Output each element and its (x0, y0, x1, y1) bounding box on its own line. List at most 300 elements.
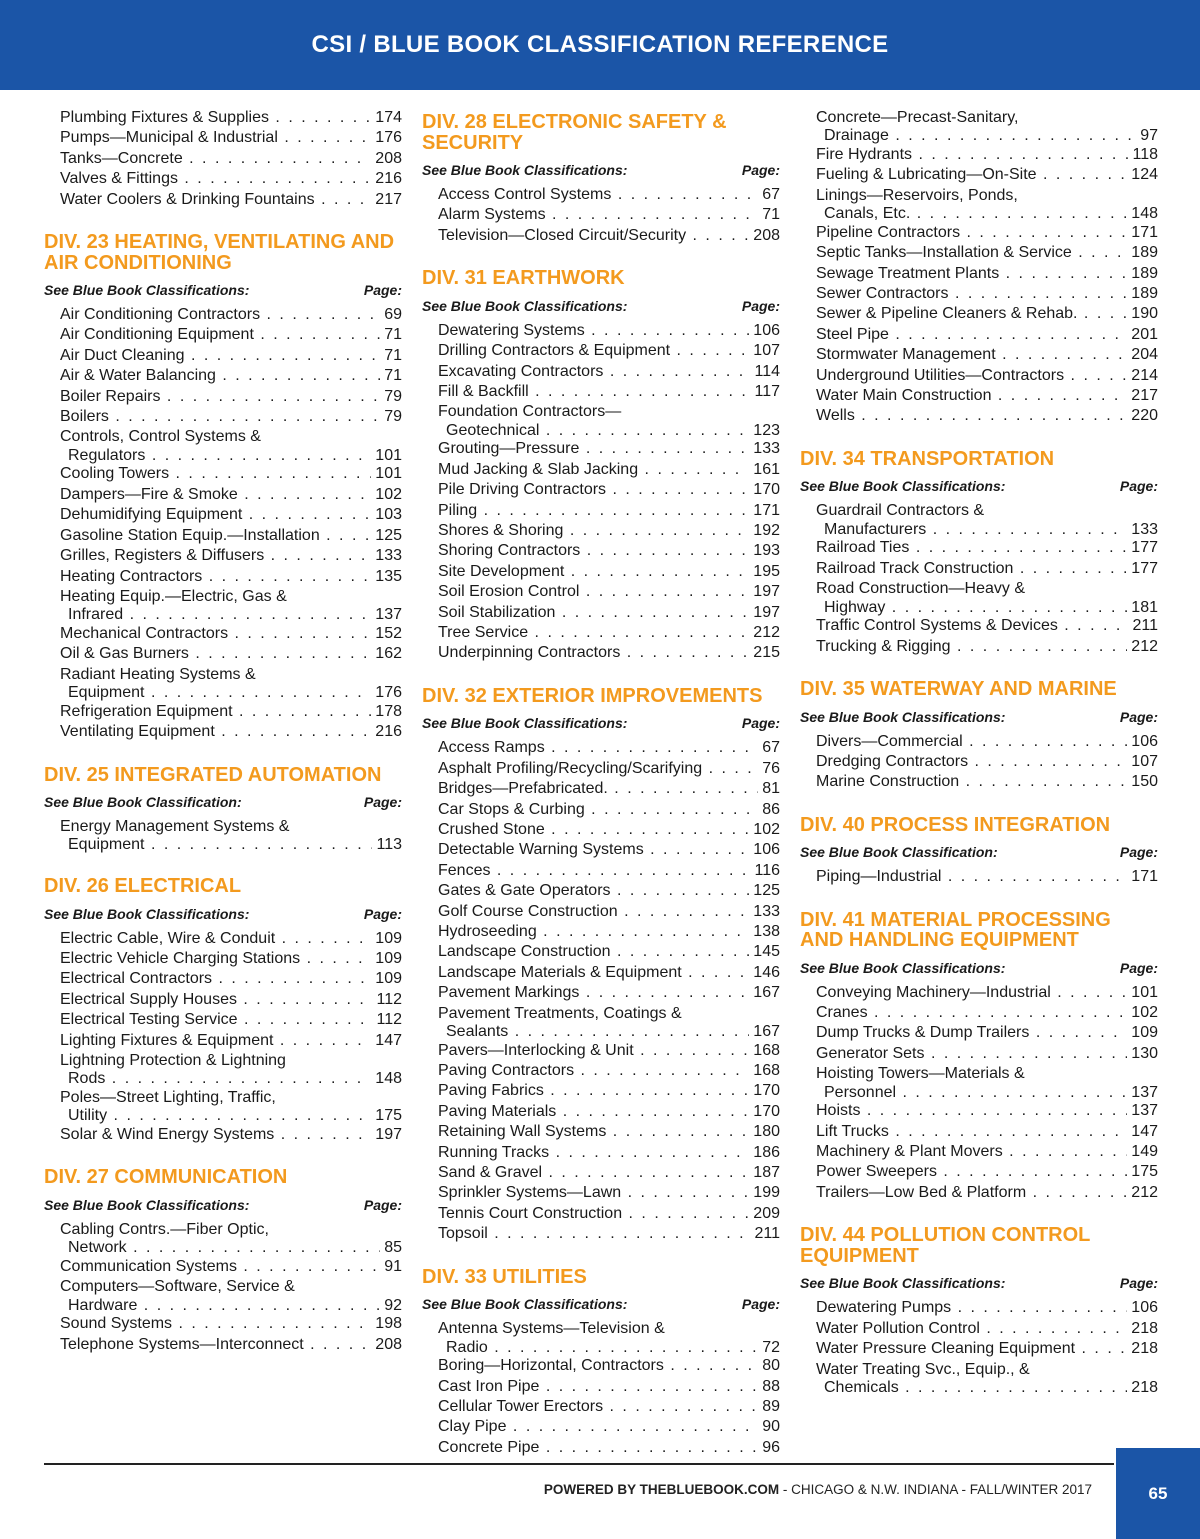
entry-label: Stormwater Management . . . (816, 345, 1127, 365)
entry-page: 176 (375, 129, 402, 147)
entry-label: Boring—Horizontal, Contractors . . . (438, 1356, 758, 1376)
division-section (44, 876, 402, 1145)
classification-entry[interactable] (44, 722, 402, 742)
entry-page: 149 (1131, 1143, 1158, 1161)
classification-entry[interactable] (44, 169, 402, 189)
classification-entry[interactable] (44, 526, 402, 546)
entry-page: 67 (762, 739, 780, 757)
classification-entry[interactable] (422, 1122, 780, 1142)
entry-label: Alarm Systems . . . (438, 205, 758, 225)
classification-entry[interactable] (422, 603, 780, 623)
entry-label: Drilling Contractors & Equipment . . . (438, 341, 749, 361)
classification-entry[interactable] (422, 759, 780, 779)
classification-entry[interactable] (800, 186, 1158, 223)
classification-entry[interactable] (800, 1319, 1158, 1339)
entry-label: Oil & Gas Burners . . . (60, 644, 371, 664)
entry-label: Asphalt Profiling/Recycling/Scarifying . . . (438, 759, 758, 779)
subhead-label: See Blue Book Classifications: (800, 959, 1006, 976)
entry-label: Solar & Wind Energy Systems . . . (60, 1125, 371, 1145)
division-title: DIV. 44 POLLUTION CONTROL EQUIPMENT (800, 1224, 1091, 1267)
entry-page: 220 (1131, 407, 1158, 425)
classification-entry[interactable] (422, 861, 780, 881)
entry-page: 102 (753, 820, 780, 838)
classification-entry[interactable] (800, 538, 1158, 558)
classification-entry[interactable] (422, 1041, 780, 1061)
entry-label-line1: Computers—Software, Service & (60, 1278, 295, 1296)
entry-page: 218 (1131, 1340, 1158, 1358)
entry-page: 123 (753, 421, 780, 439)
classification-entry[interactable] (422, 562, 780, 582)
division-section (44, 1167, 402, 1355)
classification-subhead (422, 161, 780, 179)
page-header (0, 0, 1200, 90)
classification-entry[interactable] (44, 702, 402, 722)
classification-entry[interactable] (422, 1183, 780, 1203)
entry-line2 (60, 1240, 402, 1257)
classification-entry[interactable] (422, 1204, 780, 1224)
classification-entry[interactable] (800, 983, 1158, 1003)
entry-label: Water Main Construction . . . (816, 386, 1127, 406)
classification-entry[interactable] (800, 1142, 1158, 1162)
classification-entry[interactable] (422, 840, 780, 860)
classification-subhead (422, 1295, 780, 1313)
entry-label: Pipeline Contractors . . . (816, 223, 1127, 243)
division-title: DIV. 23 HEATING, VENTILATING AND AIR CONDITIONING (44, 231, 395, 274)
entry-page: 109 (375, 929, 402, 947)
classification-entry[interactable] (422, 501, 780, 521)
division-section (422, 112, 780, 246)
classification-entry[interactable] (422, 1356, 780, 1376)
entry-page: 106 (1131, 1299, 1158, 1317)
classification-entry[interactable] (44, 817, 402, 854)
entry-line2 (816, 1380, 1158, 1397)
classification-entry[interactable] (422, 643, 780, 663)
classification-entry[interactable] (800, 284, 1158, 304)
entry-page: 106 (1131, 732, 1158, 750)
classification-entry[interactable] (422, 902, 780, 922)
entry-page: 189 (1131, 285, 1158, 303)
entry-line2 (816, 1085, 1158, 1102)
subhead-label: See Blue Book Classifications: (800, 478, 1006, 495)
classification-entry[interactable] (44, 1088, 402, 1125)
classification-entry[interactable] (44, 128, 402, 148)
classification-entry[interactable] (800, 579, 1158, 616)
subhead-page-label: Page: (741, 715, 780, 732)
entry-line2 (60, 685, 402, 702)
classification-entry[interactable] (800, 752, 1158, 772)
entry-label-line1: Pavement Treatments, Coatings & (438, 1004, 682, 1022)
classification-entry[interactable] (800, 772, 1158, 792)
entry-page: 215 (753, 644, 780, 662)
classification-entry[interactable] (800, 366, 1158, 386)
entry-label: Boilers . . . (60, 407, 380, 427)
classification-entry[interactable] (44, 149, 402, 169)
footer-rule (44, 1463, 1114, 1465)
division-section (800, 108, 1158, 427)
entry-page: 107 (1131, 752, 1158, 770)
classification-entry[interactable] (800, 637, 1158, 657)
entry-label-line1: Road Construction—Heavy & (816, 580, 1025, 598)
classification-entry[interactable] (422, 1224, 780, 1244)
entry-page: 109 (375, 949, 402, 967)
subhead-label: See Blue Book Classifications: (800, 708, 1006, 725)
classification-entry[interactable] (422, 382, 780, 402)
classification-entry[interactable] (422, 480, 780, 500)
classification-entry[interactable] (44, 325, 402, 345)
entry-label: Power Sweepers . . . (816, 1162, 1127, 1182)
entry-page: 79 (384, 408, 402, 426)
classification-entry[interactable] (44, 1257, 402, 1277)
footer-edition: - CHICAGO & N.W. INDIANA - FALL/WINTER 2017 (779, 1482, 1092, 1497)
entry-page: 168 (753, 1062, 780, 1079)
classification-entry[interactable] (800, 264, 1158, 284)
classification-subhead (422, 297, 780, 315)
classification-entry[interactable] (422, 1438, 780, 1458)
entry-label: Electric Vehicle Charging Stations . . . (60, 949, 371, 969)
subhead-page-label: Page: (363, 794, 402, 811)
entry-page: 211 (754, 1225, 780, 1243)
page-number: 65 (1148, 1483, 1168, 1503)
entry-label: Traffic Control Systems & Devices . . . (816, 616, 1128, 636)
classification-entry[interactable] (422, 521, 780, 541)
entry-page: 130 (1131, 1044, 1158, 1062)
entry-page: 174 (375, 109, 402, 126)
entry-label: Pavement Markings . . . (438, 983, 749, 1003)
entry-label-line2: Radio . . . (446, 1340, 758, 1357)
entry-label-line1: Lightning Protection & Lightning (60, 1051, 286, 1069)
classification-entry[interactable] (422, 402, 780, 439)
classification-entry[interactable] (422, 1102, 780, 1122)
entry-label: Dredging Contractors . . . (816, 752, 1127, 772)
classification-entry[interactable] (44, 1125, 402, 1145)
entry-page: 171 (1131, 868, 1158, 886)
entry-label: Soil Stabilization . . . (438, 603, 749, 623)
classification-entry[interactable] (800, 243, 1158, 263)
classification-entry[interactable] (44, 1220, 402, 1257)
entry-line2 (438, 1340, 780, 1357)
classification-entry[interactable] (422, 738, 780, 758)
entry-page: 167 (753, 984, 780, 1002)
classification-entry[interactable] (422, 881, 780, 901)
entry-label: Railroad Track Construction . . . (816, 559, 1127, 579)
entry-page: 90 (762, 1418, 780, 1436)
division-section (800, 1225, 1158, 1396)
classification-entry[interactable] (800, 386, 1158, 406)
classification-entry[interactable] (44, 1010, 402, 1030)
subhead-page-label: Page: (363, 282, 402, 299)
classification-entry[interactable] (44, 366, 402, 386)
classification-subhead (800, 708, 1158, 726)
subhead-label: See Blue Book Classifications: (422, 715, 628, 732)
page-number-box (1116, 1448, 1200, 1539)
entry-line2 (438, 1024, 780, 1041)
entry-label: Fueling & Lubricating—On-Site . . . (816, 165, 1127, 185)
classification-entry[interactable] (800, 559, 1158, 579)
entry-label: Mechanical Contractors . . . (60, 624, 371, 644)
entry-label: Sewer Contractors . . . (816, 284, 1127, 304)
classification-entry[interactable] (800, 1162, 1158, 1182)
entry-page: 88 (762, 1377, 780, 1395)
classification-entry[interactable] (44, 190, 402, 210)
entry-label: Pile Driving Contractors . . . (438, 480, 749, 500)
entry-label: Access Ramps . . . (438, 738, 758, 758)
entry-label-line1: Antenna Systems—Television & (438, 1320, 665, 1338)
classification-entry[interactable] (422, 1319, 780, 1356)
entry-page: 102 (1131, 1004, 1158, 1022)
division-section (44, 765, 402, 855)
classification-entry[interactable] (800, 1023, 1158, 1043)
entry-label: Golf Course Construction . . . (438, 902, 749, 922)
classification-entry[interactable] (422, 460, 780, 480)
classification-entry[interactable] (422, 942, 780, 962)
entry-label: Plumbing Fixtures & Supplies . . . (60, 108, 371, 128)
entry-line2 (816, 206, 1158, 223)
entry-page: 135 (375, 567, 402, 585)
classification-subhead (422, 714, 780, 732)
entry-page: 112 (376, 1011, 402, 1029)
classification-entry[interactable] (44, 464, 402, 484)
entry-label: Machinery & Plant Movers . . . (816, 1142, 1127, 1162)
classification-entry[interactable] (44, 929, 402, 949)
entry-label: Fences . . . (438, 861, 750, 881)
entry-label: Concrete Pipe . . . (438, 1438, 758, 1458)
entry-label-line2: Network . . . (68, 1240, 380, 1257)
entry-page: 148 (1131, 205, 1158, 223)
classification-entry[interactable] (800, 1122, 1158, 1142)
entry-page: 216 (375, 170, 402, 188)
classification-entry[interactable] (422, 623, 780, 643)
classification-entry[interactable] (422, 983, 780, 1003)
entry-label-line1: Energy Management Systems & (60, 818, 290, 836)
entry-label: Dewatering Pumps . . . (816, 1298, 1127, 1318)
entry-page: 150 (1131, 773, 1158, 791)
entry-page: 112 (376, 990, 402, 1008)
classification-entry[interactable] (422, 541, 780, 561)
classification-entry[interactable] (44, 407, 402, 427)
classification-entry[interactable] (44, 665, 402, 702)
footer-text (440, 1482, 1092, 1497)
classification-entry[interactable] (422, 362, 780, 382)
entry-label: Underground Utilities—Contractors . . . (816, 366, 1127, 386)
entry-line2 (816, 600, 1158, 617)
subhead-page-label: Page: (1119, 1275, 1158, 1292)
entry-label: Electrical Supply Houses . . . (60, 990, 372, 1010)
classification-entry[interactable] (44, 305, 402, 325)
entry-label-line1: Heating Equip.—Electric, Gas & (60, 587, 287, 605)
entry-label: Valves & Fittings . . . (60, 169, 371, 189)
classification-entry[interactable] (800, 1003, 1158, 1023)
entry-page: 218 (1131, 1319, 1158, 1337)
classification-entry[interactable] (422, 963, 780, 983)
entry-label-line2: Geotechnical . . . (446, 423, 749, 440)
entry-label: Tennis Court Construction . . . (438, 1204, 749, 1224)
classification-entry[interactable] (422, 185, 780, 205)
entry-label: Air & Water Balancing . . . (60, 366, 380, 386)
entry-page: 145 (753, 943, 780, 961)
entry-page: 91 (384, 1257, 402, 1275)
division-section (44, 232, 402, 743)
classification-entry[interactable] (422, 1061, 780, 1081)
entry-label: Water Coolers & Drinking Fountains . . . (60, 190, 371, 210)
entry-label: Excavating Contractors . . . (438, 362, 750, 382)
entry-page: 171 (753, 501, 780, 519)
classification-entry[interactable] (800, 1183, 1158, 1203)
entry-page: 101 (375, 446, 402, 464)
classification-entry[interactable] (44, 567, 402, 587)
entry-page: 114 (754, 362, 780, 380)
division-title: DIV. 31 EARTHWORK (422, 267, 625, 290)
classification-entry[interactable] (44, 1031, 402, 1051)
entry-page: 212 (1131, 637, 1158, 655)
classification-entry[interactable] (422, 1004, 780, 1041)
classification-entry[interactable] (800, 165, 1158, 185)
entry-page: 69 (384, 306, 402, 324)
classification-entry[interactable] (422, 226, 780, 246)
classification-entry[interactable] (800, 1339, 1158, 1359)
subhead-label: See Blue Book Classifications: (44, 1196, 250, 1213)
entry-page: 138 (753, 922, 780, 940)
classification-entry[interactable] (44, 346, 402, 366)
classification-entry[interactable] (422, 439, 780, 459)
classification-entry[interactable] (422, 1143, 780, 1163)
classification-entry[interactable] (800, 345, 1158, 365)
entry-page: 118 (1132, 146, 1158, 163)
classification-entry[interactable] (422, 1081, 780, 1101)
classification-entry[interactable] (800, 867, 1158, 887)
entry-page: 193 (753, 542, 780, 560)
entry-label: Tree Service . . . (438, 623, 749, 643)
classification-entry[interactable] (44, 1314, 402, 1334)
division-title: DIV. 28 ELECTRONIC SAFETY & SECURITY (422, 111, 727, 154)
classification-entry[interactable] (44, 990, 402, 1010)
entry-label: Dewatering Systems . . . (438, 321, 749, 341)
entry-page: 186 (753, 1143, 780, 1161)
entry-label: Railroad Ties . . . (816, 538, 1127, 558)
entry-page: 211 (1132, 617, 1158, 635)
classification-entry[interactable] (800, 406, 1158, 426)
classification-entry[interactable] (44, 644, 402, 664)
classification-entry[interactable] (44, 108, 402, 128)
classification-entry[interactable] (800, 108, 1158, 145)
classification-entry[interactable] (800, 501, 1158, 538)
entry-label: Clay Pipe . . . (438, 1417, 758, 1437)
entry-label: Landscape Construction . . . (438, 942, 749, 962)
classification-entry[interactable] (44, 624, 402, 644)
entry-label: Grouting—Pressure . . . (438, 439, 749, 459)
classification-entry[interactable] (422, 1163, 780, 1183)
entry-page: 86 (762, 800, 780, 818)
entry-page: 175 (375, 1107, 402, 1125)
classification-subhead (44, 281, 402, 299)
entry-label-line2: Hardware . . . (68, 1298, 380, 1315)
classification-entry[interactable] (422, 582, 780, 602)
entry-page: 208 (753, 226, 780, 244)
classification-entry[interactable] (800, 616, 1158, 636)
division-title: DIV. 35 WATERWAY AND MARINE (800, 678, 1117, 700)
entry-page: 212 (1131, 1183, 1158, 1201)
entry-label: Electrical Contractors . . . (60, 969, 371, 989)
classification-entry[interactable] (422, 341, 780, 361)
classification-entry[interactable] (44, 949, 402, 969)
classification-entry[interactable] (44, 505, 402, 525)
classification-entry[interactable] (800, 732, 1158, 752)
classification-entry[interactable] (422, 820, 780, 840)
entry-page: 106 (753, 841, 780, 859)
entry-page: 208 (375, 1335, 402, 1353)
classification-entry[interactable] (44, 427, 402, 464)
classification-entry[interactable] (422, 205, 780, 225)
classification-entry[interactable] (800, 223, 1158, 243)
classification-entry[interactable] (800, 1064, 1158, 1101)
entry-label-line2: Chemicals . . . (824, 1380, 1127, 1397)
classification-entry[interactable] (800, 145, 1158, 165)
entry-label: Bridges—Prefabricated. . . . (438, 779, 758, 799)
entry-label: Sound Systems . . . (60, 1314, 371, 1334)
classification-entry[interactable] (800, 1044, 1158, 1064)
entry-label: Marine Construction . . . (816, 772, 1127, 792)
classification-entry[interactable] (422, 800, 780, 820)
entry-page: 76 (762, 759, 780, 777)
classification-entry[interactable] (422, 922, 780, 942)
classification-subhead (800, 843, 1158, 861)
entry-label: Access Control Systems . . . (438, 185, 758, 205)
classification-entry[interactable] (44, 587, 402, 624)
entry-page: 125 (375, 526, 402, 544)
classification-entry[interactable] (44, 387, 402, 407)
entry-page: 117 (754, 382, 780, 400)
entry-label: Detectable Warning Systems . . . (438, 840, 749, 860)
entry-line2 (60, 1298, 402, 1315)
entry-label-line1: Controls, Control Systems & (60, 428, 261, 446)
division-section (800, 910, 1158, 1204)
classification-entry[interactable] (800, 1298, 1158, 1318)
entry-label: Telephone Systems—Interconnect . . . (60, 1335, 371, 1355)
entry-page: 107 (753, 342, 780, 360)
classification-entry[interactable] (44, 1051, 402, 1088)
classification-entry[interactable] (422, 1397, 780, 1417)
division-section (422, 1267, 780, 1459)
classification-entry[interactable] (422, 1377, 780, 1397)
entry-page: 175 (1131, 1163, 1158, 1181)
classification-entry[interactable] (800, 1360, 1158, 1397)
classification-entry[interactable] (44, 546, 402, 566)
classification-entry[interactable] (422, 321, 780, 341)
entry-page: 168 (753, 1041, 780, 1059)
entry-label: Paving Contractors . . . (438, 1061, 749, 1081)
entry-label: Hoists . . . (816, 1101, 1127, 1121)
classification-entry[interactable] (422, 779, 780, 799)
entry-page: 197 (753, 583, 780, 601)
entry-page: 72 (762, 1338, 780, 1356)
entry-label: Sand & Gravel . . . (438, 1163, 749, 1183)
subhead-page-label: Page: (741, 1296, 780, 1313)
classification-entry[interactable] (44, 485, 402, 505)
entry-page: 79 (384, 387, 402, 405)
classification-entry[interactable] (800, 1101, 1158, 1121)
entry-label: Tanks—Concrete . . . (60, 149, 371, 169)
classification-entry[interactable] (44, 1335, 402, 1355)
classification-entry[interactable] (422, 1417, 780, 1437)
footer-powered: POWERED BY THEBLUEBOOK.COM (543, 1482, 780, 1497)
classification-entry[interactable] (44, 969, 402, 989)
classification-entry[interactable] (800, 304, 1158, 324)
entry-label: Sprinkler Systems—Lawn . . . (438, 1183, 749, 1203)
entry-label-line1: Water Treating Svc., Equip., & (816, 1360, 1030, 1378)
entry-page: 198 (375, 1315, 402, 1333)
entry-label: Sewage Treatment Plants . . . (816, 264, 1127, 284)
classification-entry[interactable] (800, 325, 1158, 345)
classification-entry[interactable] (44, 1277, 402, 1314)
